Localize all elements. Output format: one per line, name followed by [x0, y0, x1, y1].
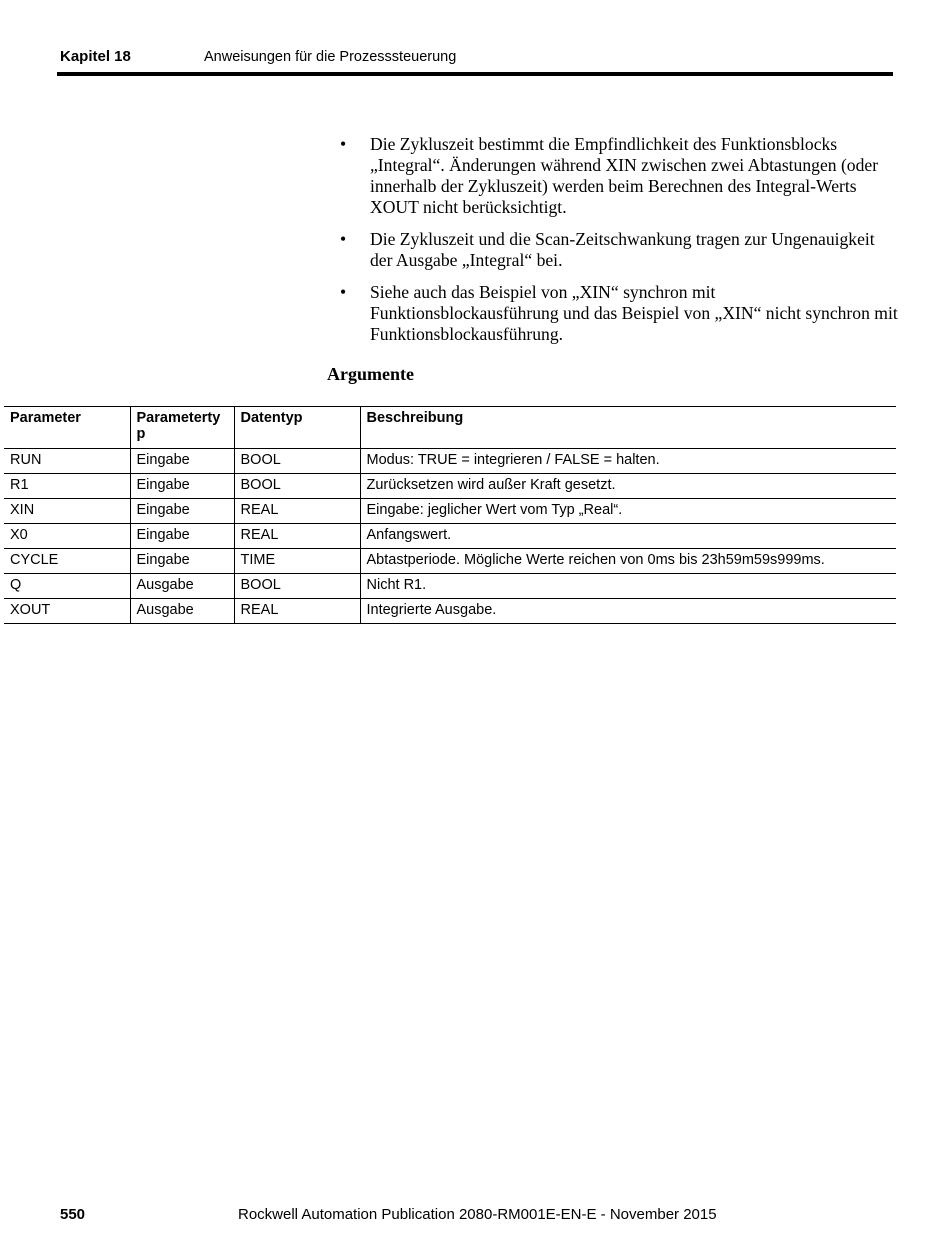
cell-parametertyp: Ausgabe	[130, 599, 234, 624]
cell-beschreibung: Abtastperiode. Mögliche Werte reichen von 0ms bis 23h59m59s999ms.	[360, 549, 896, 574]
bullet-icon: •	[340, 229, 347, 249]
cell-parameter: CYCLE	[4, 549, 130, 574]
bullet-text: Die Zykluszeit bestimmt die Empfindlichkeit des Funktionsblocks „Integral“. Änderungen während XIN zwischen zwei Abtastungen (oder innerhalb der Zykluszeit) werden beim Berechnen des Integral-Werts XOUT nicht berücksichtigt.	[370, 134, 879, 217]
cell-datentyp: BOOL	[234, 574, 360, 599]
cell-beschreibung: Integrierte Ausgabe.	[360, 599, 896, 624]
section-heading: Argumente	[327, 364, 414, 384]
cell-parameter: X0	[4, 524, 130, 549]
cell-parametertyp: Eingabe	[130, 549, 234, 574]
cell-parameter: XOUT	[4, 599, 130, 624]
cell-beschreibung: Zurücksetzen wird außer Kraft gesetzt.	[360, 474, 896, 499]
bullet-text: Siehe auch das Beispiel von „XIN“ synchron mit Funktionsblockausführung und das Beispiel von „XIN“ nicht synchron mit Funktionsblockausführung.	[370, 282, 898, 344]
chapter-label: Kapitel 18	[60, 48, 131, 65]
cell-parametertyp: Eingabe	[130, 524, 234, 549]
cell-beschreibung: Nicht R1.	[360, 574, 896, 599]
table-row	[4, 499, 896, 524]
cell-beschreibung: Modus: TRUE = integrieren / FALSE = halten.	[360, 449, 896, 474]
bullet-icon: •	[340, 282, 347, 302]
bullet-text: Die Zykluszeit und die Scan-Zeitschwankung tragen zur Ungenauigkeit der Ausgabe „Integral“ bei.	[370, 229, 875, 270]
table-row	[4, 474, 896, 499]
column-header-datentyp: Datentyp	[234, 407, 360, 449]
cell-parameter: Q	[4, 574, 130, 599]
cell-beschreibung: Anfangswert.	[360, 524, 896, 549]
page-number: 550	[60, 1206, 86, 1223]
cell-parametertyp: Eingabe	[130, 499, 234, 524]
chapter-title: Anweisungen für die Prozesssteuerung	[204, 49, 457, 65]
cell-parametertyp: Eingabe	[130, 474, 234, 499]
column-header-parameter: Parameter	[4, 407, 130, 449]
cell-datentyp: TIME	[234, 549, 360, 574]
cell-parameter: RUN	[4, 449, 130, 474]
cell-datentyp: BOOL	[234, 449, 360, 474]
bullet-item	[340, 134, 900, 218]
table-row	[4, 599, 896, 624]
arguments-table	[4, 406, 896, 624]
cell-datentyp: REAL	[234, 499, 360, 524]
bullet-item	[340, 282, 900, 345]
cell-datentyp: BOOL	[234, 474, 360, 499]
cell-parameter: R1	[4, 474, 130, 499]
page-header	[57, 46, 893, 76]
cell-datentyp: REAL	[234, 599, 360, 624]
cell-parametertyp: Eingabe	[130, 449, 234, 474]
table-row	[4, 574, 896, 599]
publication-footer: Rockwell Automation Publication 2080-RM001E-EN-E - November 2015	[238, 1206, 717, 1223]
table-row	[4, 549, 896, 574]
bullet-list	[340, 134, 900, 356]
column-header-parametertyp: Parametertyp	[130, 407, 234, 449]
bullet-icon: •	[340, 134, 347, 154]
cell-datentyp: REAL	[234, 524, 360, 549]
table-row	[4, 449, 896, 474]
column-header-beschreibung: Beschreibung	[360, 407, 896, 449]
table-row	[4, 524, 896, 549]
cell-parameter: XIN	[4, 499, 130, 524]
table-header-row	[4, 407, 896, 449]
cell-beschreibung: Eingabe: jeglicher Wert vom Typ „Real“.	[360, 499, 896, 524]
bullet-item	[340, 229, 900, 271]
cell-parametertyp: Ausgabe	[130, 574, 234, 599]
